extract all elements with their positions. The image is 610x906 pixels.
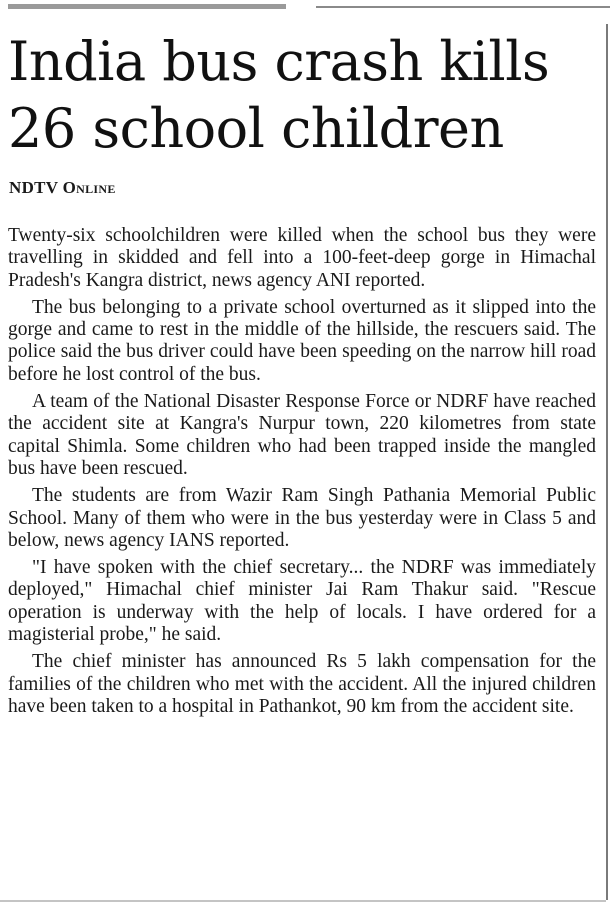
article-paragraph: The bus belonging to a private school overturned as it slipped into the gorge and came to rest in the middle of the hillside, the rescuers said. The police said the bus driver could have been speeding on the narrow hill road before he lost control of the bus. [8, 296, 596, 385]
bottom-rule [0, 900, 606, 902]
article-paragraph: "I have spoken with the chief secretary... the NDRF was immediately deployed," Himachal chief minister Jai Ram Thakur said. "Rescue operation is underway with the help of locals. I have ordered for a magisterial probe," he said. [8, 557, 596, 646]
article-paragraph: The students are from Wazir Ram Singh Pathania Memorial Public School. Many of them who were in the bus yesterday were in Class 5 and below, news agency IANS reported. [8, 485, 596, 551]
top-rule-right [316, 6, 610, 8]
article-headline: India bus crash kills 26 school children [8, 30, 550, 160]
article-paragraph: A team of the National Disaster Response Force or NDRF have reached the accident site at Kangra's Nurpur town, 220 kilometres from state capital Shimla. Some children who had been trapped inside the mangled bus have been rescued. [8, 391, 596, 479]
article-paragraph: The chief minister has announced Rs 5 lakh compensation for the families of the children who met with the accident. All the injured children have been taken to a hospital in Pathankot, 90 km from the accident site. [8, 651, 596, 717]
article-paragraph: Twenty-six schoolchildren were killed when the school bus they were travelling in skidded and fell into a 100-feet-deep gorge in Himachal Pradesh's Kangra district, news agency ANI reported. [8, 225, 596, 291]
top-rule-left [8, 4, 286, 9]
column-divider [606, 24, 608, 900]
article-byline: NDTV Online [9, 178, 116, 197]
article-body [8, 225, 596, 723]
